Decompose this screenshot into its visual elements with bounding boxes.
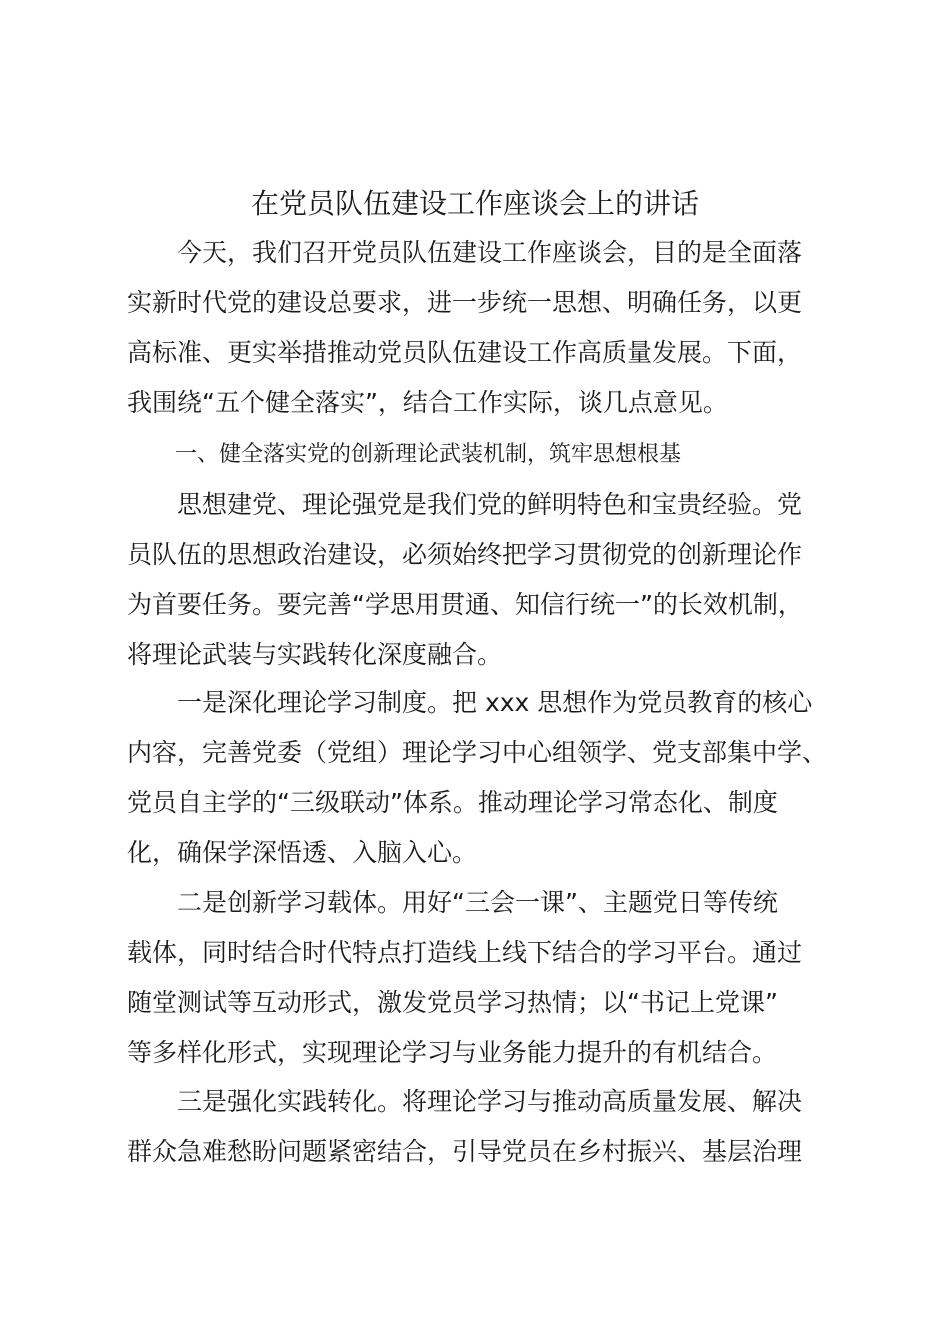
text-line: 党员自主学的“三级联动”体系。推动理论学习常态化、制度 xyxy=(127,788,778,817)
document-title: 在党员队伍建设工作座谈会上的讲话 xyxy=(250,187,699,220)
text-line: 我围绕“五个健全落实”，结合工作实际，谈几点意见。 xyxy=(127,388,728,417)
text-line: 内容，完善党委（党组）理论学习中心组领学、党支部集中学、 xyxy=(127,738,828,767)
text-line: 二是创新学习载体。用好“三会一课”、主题党日等传统 xyxy=(177,888,778,917)
text-line: 一是深化理论学习制度。把 xxx 思想作为党员教育的核心 xyxy=(177,688,813,717)
text-line: 随堂测试等互动形式，激发党员学习热情；以“书记上党课” xyxy=(127,988,778,1017)
paragraph-2 xyxy=(127,678,837,878)
text-line: 思想建党、理论强党是我们党的鲜明特色和宝贵经验。党 xyxy=(177,490,803,519)
section-heading xyxy=(127,430,837,480)
section-heading-text: 一、健全落实党的创新理论武装机制，筑牢思想根基 xyxy=(175,442,682,467)
text-line: 今天，我们召开党员队伍建设工作座谈会，目的是全面落 xyxy=(177,238,803,267)
text-line: 将理论武装与实践转化深度融合。 xyxy=(127,640,503,669)
text-line: 实新时代党的建设总要求，进一步统一思想、明确任务，以更 xyxy=(127,288,803,317)
text-line: 三是强化实践转化。将理论学习与推动高质量发展、解决 xyxy=(177,1087,803,1116)
text-line: 载体，同时结合时代特点打造线上线下结合的学习平台。通过 xyxy=(127,938,803,967)
text-line: 等多样化形式，实现理论学习与业务能力提升的有机结合。 xyxy=(127,1038,778,1067)
text-line: 群众急难愁盼问题紧密结合，引导党员在乡村振兴、基层治理 xyxy=(127,1137,803,1166)
paragraph-3 xyxy=(127,878,837,1078)
text-line: 为首要任务。要完善“学思用贯通、知信行统一”的长效机制， xyxy=(127,590,803,619)
paragraph-1 xyxy=(127,480,837,680)
text-line: 化，确保学深悟透、入脑入心。 xyxy=(127,838,478,867)
text-line: 高标准、更实举措推动党员队伍建设工作高质量发展。下面， xyxy=(127,338,803,367)
paragraph-4 xyxy=(127,1077,837,1177)
text-line: 员队伍的思想政治建设，必须始终把学习贯彻党的创新理论作 xyxy=(127,540,803,569)
intro-paragraph xyxy=(127,228,837,428)
